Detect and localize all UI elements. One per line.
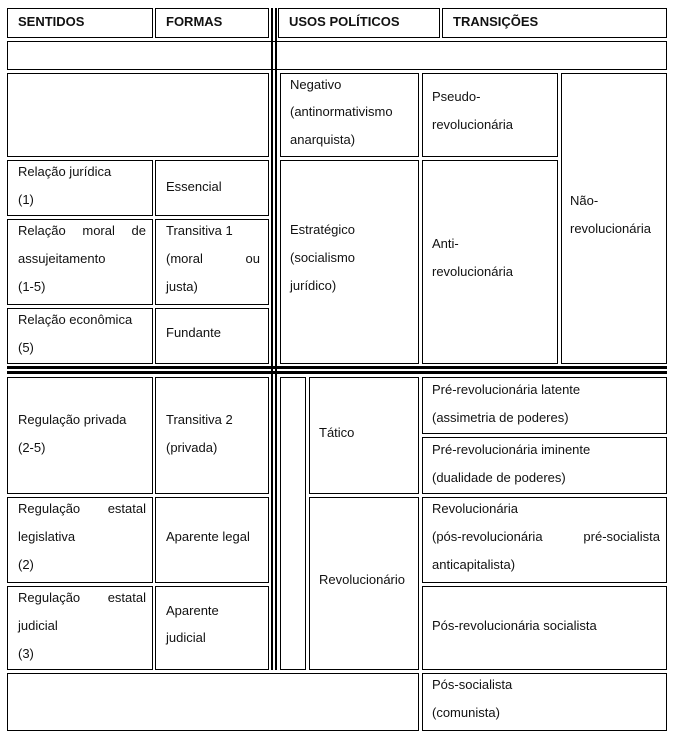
reg-judicial-line1: Regulação estatal [18, 590, 146, 605]
pos-revolucionaria-socialista: Pós-revolucionária socialista [432, 618, 597, 633]
cell-relacao-juridica [7, 160, 153, 216]
revolucionaria-line2: (pós-revolucionária pré-socialista [432, 529, 660, 544]
cell-pre-revolucionaria-latente [422, 377, 667, 434]
cell-aparente-legal [155, 497, 269, 583]
empty-row [7, 41, 667, 70]
relacao-moral-line2: assujeitamento [18, 251, 106, 266]
relacao-economica-line2: (5) [18, 340, 34, 355]
cell-transitiva-2 [155, 377, 269, 494]
empty-narrow-column [280, 377, 306, 670]
cell-revolucionaria [422, 497, 667, 583]
cell-regulacao-estatal-legislativa [7, 497, 153, 583]
cell-nao-revolucionaria [561, 73, 667, 364]
pre-latente-line1: Pré-revolucionária latente [432, 382, 581, 397]
negativo-line2: (antinormativismo [290, 104, 393, 119]
negativo-line3: anarquista) [290, 132, 356, 147]
pre-latente-line2: (assimetria de poderes) [432, 410, 569, 425]
cell-pre-revolucionaria-iminente [422, 437, 667, 494]
header-formas: FORMAS [166, 14, 223, 29]
forma-fundante: Fundante [166, 325, 221, 340]
uso-tatico: Tático [319, 425, 355, 440]
regulacao-privada-line1: Regulação privada [18, 412, 127, 427]
transitiva-2-line1: Transitiva 2 [166, 412, 233, 427]
header-usos-politicos: USOS POLÍTICOS [289, 14, 400, 29]
pos-socialista-line2: (comunista) [432, 705, 500, 720]
cell-negativo [280, 73, 419, 157]
aparente-judicial-line1: Aparente [166, 603, 219, 618]
uso-revolucionario: Revolucionário [319, 572, 405, 587]
header-cell-usos-politicos [278, 8, 440, 38]
relacao-juridica-line2: (1) [18, 192, 34, 207]
header-transicoes: TRANSIÇÕES [453, 14, 539, 29]
estrategico-line2: (socialismo [290, 250, 356, 265]
revolucionaria-line1: Revolucionária [432, 501, 518, 516]
pre-iminente-line1: Pré-revolucionária iminente [432, 442, 591, 457]
cell-pos-socialista [422, 673, 667, 731]
cell-transitiva-1 [155, 219, 269, 305]
header-cell-sentidos [7, 8, 153, 38]
reg-judicial-line3: (3) [18, 646, 34, 661]
relacao-economica-line1: Relação econômica [18, 312, 133, 327]
pre-iminente-line2: (dualidade de poderes) [432, 470, 566, 485]
cell-pseudo-revolucionaria [422, 73, 558, 157]
pseudo-line1: Pseudo- [432, 89, 481, 104]
empty-left-cell-top [7, 73, 269, 157]
transitiva-1-line3: justa) [166, 279, 198, 294]
estrategico-line1: Estratégico [290, 222, 356, 237]
transitiva-1-line2: (moral ou [166, 251, 260, 266]
reg-judicial-line2: judicial [18, 618, 58, 633]
reg-legislativa-line3: (2) [18, 557, 34, 572]
transitiva-2-line2: (privada) [166, 440, 218, 455]
relacao-juridica-line1: Relação jurídica [18, 164, 112, 179]
vertical-divider-right [275, 8, 277, 670]
cell-pos-revolucionaria-socialista [422, 586, 667, 670]
reg-legislativa-line1: Regulação estatal [18, 501, 146, 516]
cell-aparente-judicial [155, 586, 269, 670]
cell-regulacao-estatal-judicial [7, 586, 153, 670]
forma-essencial: Essencial [166, 179, 222, 194]
reg-legislativa-line2: legislativa [18, 529, 76, 544]
revolucionaria-line3: anticapitalista) [432, 557, 516, 572]
cell-relacao-economica [7, 308, 153, 364]
relacao-moral-line3: (1-5) [18, 279, 46, 294]
cell-essencial [155, 160, 269, 216]
anti-line1: Anti- [432, 236, 459, 251]
forma-aparente-legal: Aparente legal [166, 529, 250, 544]
cell-anti-revolucionaria [422, 160, 558, 364]
section-divider-bottom [7, 371, 667, 374]
cell-regulacao-privada [7, 377, 153, 494]
section-divider-top [7, 366, 667, 369]
negativo-line1: Negativo [290, 77, 342, 92]
pos-socialista-line1: Pós-socialista [432, 677, 513, 692]
cell-tatico [309, 377, 419, 494]
nao-line2: revolucionária [570, 221, 651, 236]
cell-estrategico [280, 160, 419, 364]
anti-line2: revolucionária [432, 264, 513, 279]
cell-revolucionario [309, 497, 419, 670]
cell-relacao-moral [7, 219, 153, 305]
cell-fundante [155, 308, 269, 364]
header-cell-formas [155, 8, 269, 38]
estrategico-line3: jurídico) [290, 278, 337, 293]
vertical-divider-left [271, 8, 273, 670]
regulacao-privada-line2: (2-5) [18, 440, 46, 455]
nao-line1: Não- [570, 193, 599, 208]
transitiva-1-line1: Transitiva 1 [166, 223, 233, 238]
pseudo-line2: revolucionária [432, 117, 513, 132]
header-sentidos: SENTIDOS [18, 14, 85, 29]
empty-left-cell-bottom [7, 673, 419, 731]
aparente-judicial-line2: judicial [166, 630, 206, 645]
relacao-moral-line1: Relação moral de [18, 223, 146, 238]
header-cell-transicoes [442, 8, 667, 38]
